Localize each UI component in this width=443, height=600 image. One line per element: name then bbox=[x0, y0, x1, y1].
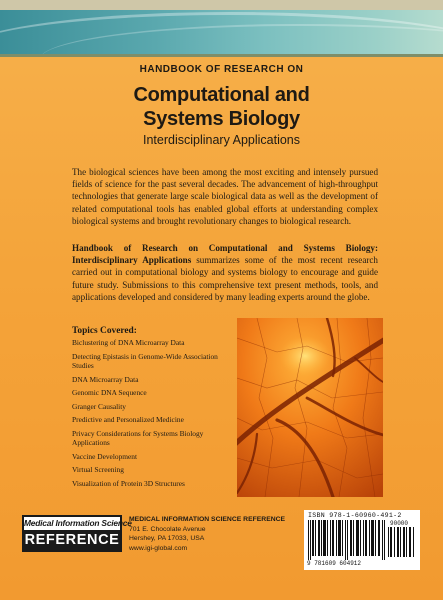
logo-line1: Medical Information Science bbox=[24, 518, 132, 528]
book-title bbox=[0, 83, 443, 131]
topic-item: Granger Causality bbox=[72, 401, 126, 411]
summary-book-title: Handbook of Research on Computational and Systems Biology: Interdisciplinary Applications bbox=[72, 243, 378, 266]
price-code: 90000 bbox=[390, 520, 409, 527]
topic-item: Vaccine Development bbox=[72, 451, 138, 461]
decorative-banner bbox=[0, 10, 443, 54]
leaf-vein-image bbox=[237, 318, 383, 497]
publisher-name: MEDICAL INFORMATION SCIENCE REFERENCE bbox=[129, 516, 286, 523]
book-title-line: Systems Biology bbox=[143, 108, 300, 130]
topic-item: Privacy Considerations for Systems Biology Applications bbox=[72, 428, 204, 448]
publisher-info bbox=[129, 515, 285, 553]
leaf-photo bbox=[237, 318, 383, 497]
book-title-line: Computational and bbox=[133, 84, 310, 106]
publisher-logo bbox=[22, 515, 132, 552]
topic-item: Genomic DNA Sequence bbox=[72, 388, 147, 398]
book-subtitle: Interdisciplinary Applications bbox=[142, 133, 301, 147]
summary-text: summarizes some of the most recent research carried out in computational biology and systems biology to encourage and guide future study. Submissions to this comprehensive text present methods, tools, and applications developed and considered by many leading experts around the globe. bbox=[72, 255, 378, 302]
topic-item: Visualization of Protein 3D Structures bbox=[72, 478, 185, 488]
barcode-digits: 9 781609 604912 bbox=[307, 560, 362, 567]
isbn-barcode bbox=[304, 510, 420, 570]
addon-barcode-bars bbox=[388, 527, 416, 557]
description-paragraph: The biological sciences have been among the most exciting and intensely pursued fields of science for the past several decades. The advancement of high-throughput technologies that generate large scale biological data as well as the development of related computational tools has enabled global efforts at understanding complex biological systems and brought revolutionary changes to biological research. bbox=[72, 167, 378, 226]
topic-item: Biclustering of DNA Microarray Data bbox=[72, 338, 185, 348]
publisher-address: 701 E. Chocolate Avenue bbox=[129, 525, 206, 533]
publisher-website: www.igi-global.com bbox=[129, 544, 188, 552]
topic-item: Virtual Screening bbox=[72, 465, 124, 475]
handbook-label: HANDBOOK OF RESEARCH ON bbox=[139, 64, 304, 75]
topics-heading: Topics Covered: bbox=[72, 326, 137, 336]
topics-list bbox=[72, 327, 232, 492]
topic-item: DNA Microarray Data bbox=[72, 374, 139, 384]
logo-line2: REFERENCE bbox=[24, 532, 120, 548]
summary-paragraph bbox=[72, 242, 378, 303]
banner-edge bbox=[0, 54, 443, 57]
topic-item: Predictive and Personalized Medicine bbox=[72, 415, 184, 425]
isbn-number: ISBN 978-1-60960-491-2 bbox=[308, 512, 402, 519]
barcode-bars bbox=[308, 520, 386, 560]
topic-item: Detecting Epistasis in Genome-Wide Association Studies bbox=[72, 351, 218, 371]
publisher-address: Hershey, PA 17033, USA bbox=[129, 535, 205, 543]
